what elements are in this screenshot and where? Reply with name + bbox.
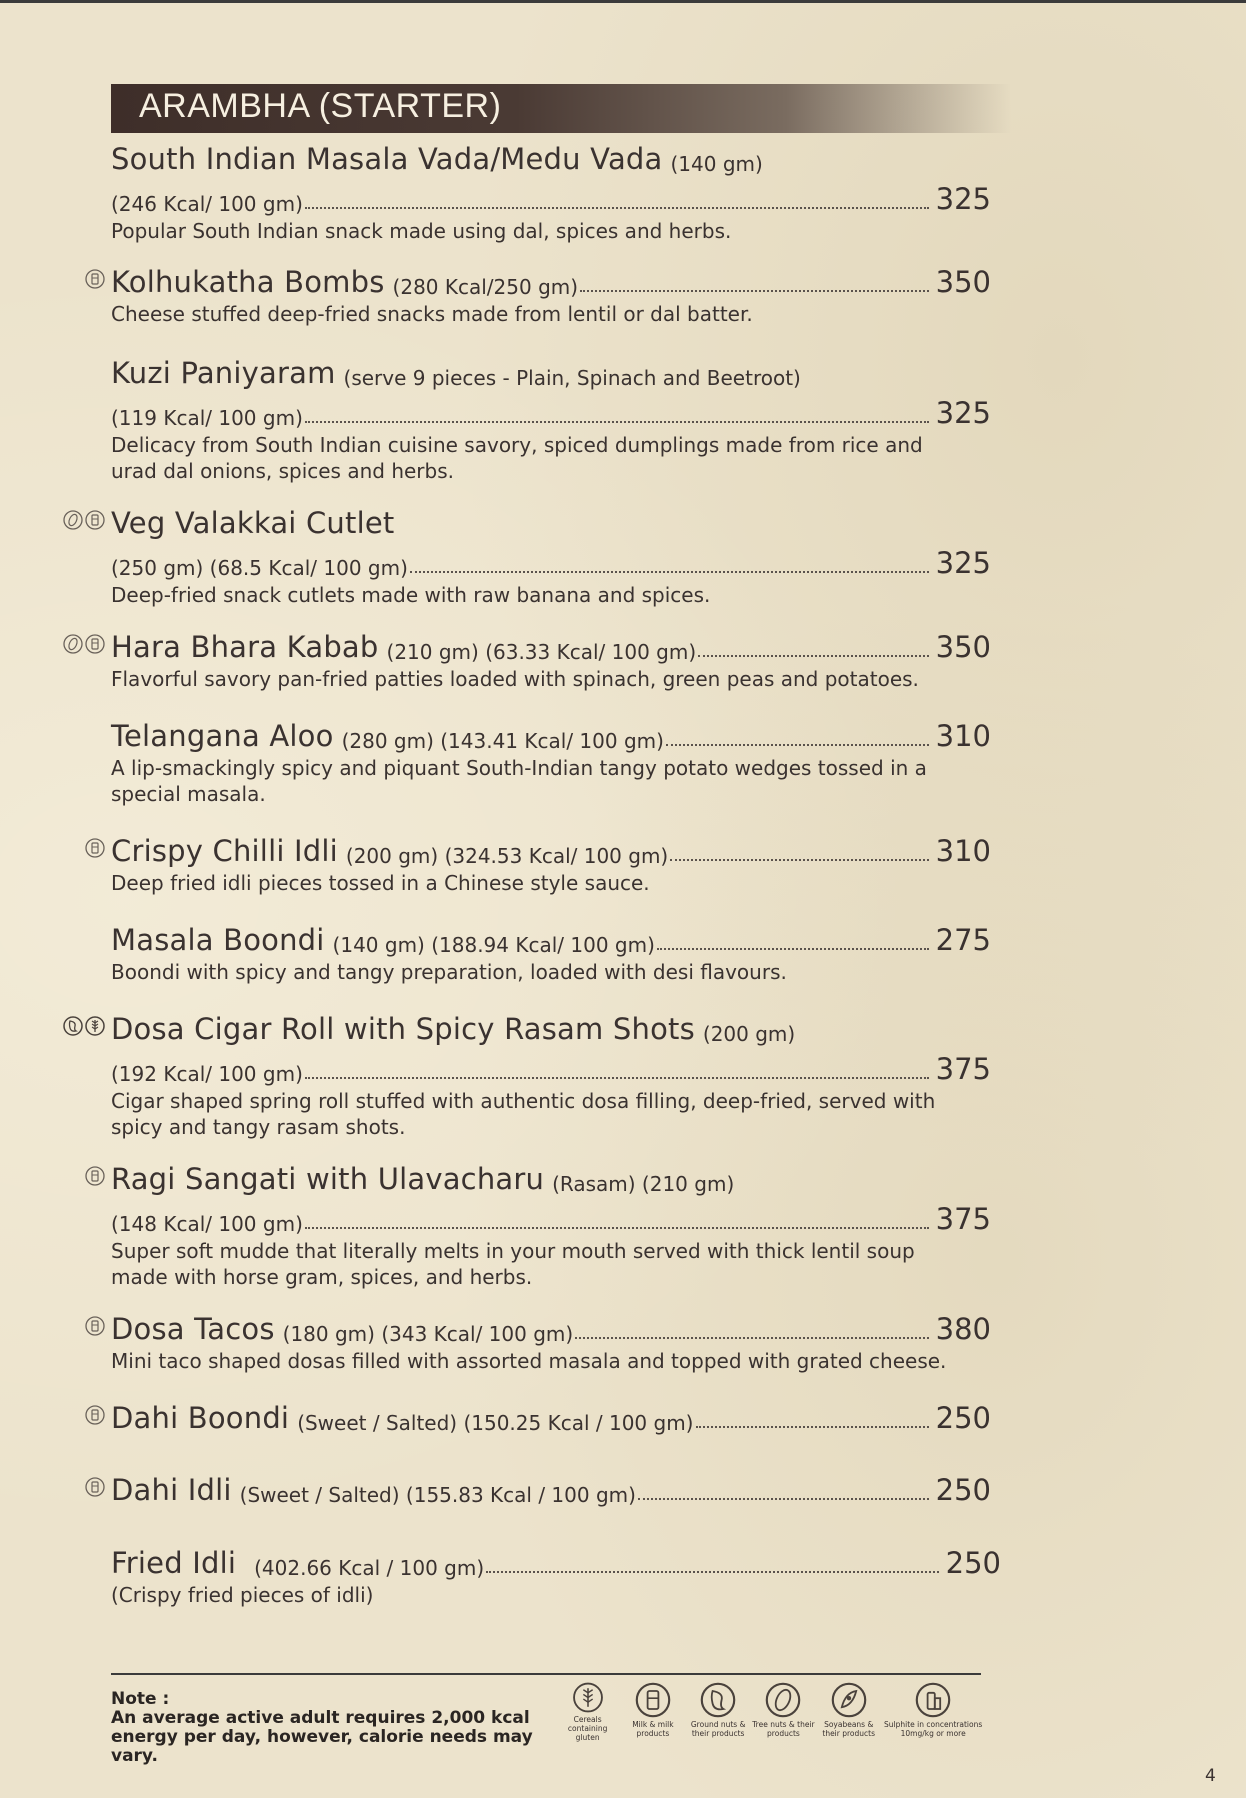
menu-item xyxy=(111,1473,991,1507)
legend-label: Tree nuts & their products xyxy=(752,1720,815,1738)
item-detail: (402.66 Kcal / 100 gm) xyxy=(254,1556,485,1580)
allergen-icons xyxy=(53,1405,105,1429)
leader-dots xyxy=(670,859,929,861)
item-detail: (200 gm) xyxy=(702,1022,796,1046)
item-description: Flavorful savory pan-fried patties loaded with spinach, green peas and potatoes. xyxy=(111,667,919,691)
item-price: 350 xyxy=(935,630,991,664)
item-detail: (serve 9 pieces - Plain, Spinach and Beetroot) xyxy=(343,366,801,390)
item-name: Masala Boondi xyxy=(111,923,325,957)
leader-dots xyxy=(696,1426,930,1428)
item-detail: (Sweet / Salted) (155.83 Kcal / 100 gm) xyxy=(239,1483,636,1507)
leader-dots xyxy=(657,948,929,950)
leader-dots xyxy=(305,421,929,423)
legend-label: Cereals containing gluten xyxy=(567,1715,608,1742)
milk-icon xyxy=(85,1405,105,1425)
cereal-icon xyxy=(570,1682,606,1713)
item-calories: (250 gm) (68.5 Kcal/ 100 gm) xyxy=(111,556,408,580)
leader-dots xyxy=(486,1571,939,1573)
top-border xyxy=(0,0,1246,3)
item-detail: (280 Kcal/250 gm) xyxy=(392,275,579,299)
item-description: Cheese stuffed deep-fried snacks made from lentil or dal batter. xyxy=(111,302,753,326)
menu-item xyxy=(111,506,991,608)
item-name: Hara Bhara Kabab xyxy=(111,630,379,664)
item-description: Cigar shaped spring roll stuffed with authentic dosa filling, deep-fried, served with spicy and tangy rasam shots. xyxy=(111,1089,936,1139)
calorie-note xyxy=(111,1690,551,1766)
leader-dots xyxy=(638,1498,929,1500)
tree-nut-icon xyxy=(63,510,83,530)
menu-item xyxy=(111,1012,991,1140)
milk-icon xyxy=(85,269,105,289)
footer-rule xyxy=(111,1673,981,1675)
allergen-icons xyxy=(53,510,105,534)
menu-item xyxy=(111,265,991,327)
item-price: 310 xyxy=(935,719,991,753)
item-calories: (119 Kcal/ 100 gm) xyxy=(111,406,303,430)
tree-nut-icon xyxy=(63,634,83,654)
item-detail: (140 gm) xyxy=(670,152,763,176)
item-detail: (140 gm) (188.94 Kcal/ 100 gm) xyxy=(332,933,655,957)
legend-item xyxy=(686,1682,751,1742)
item-description: A lip-smackingly spicy and piquant South-Indian tangy potato wedges tossed in a special masala. xyxy=(111,756,927,806)
item-description: Deep-fried snack cutlets made with raw banana and spices. xyxy=(111,583,711,607)
page-number: 4 xyxy=(1205,1766,1216,1786)
legend-item xyxy=(881,1682,985,1742)
item-description: Boondi with spicy and tangy preparation, loaded with desi flavours. xyxy=(111,960,787,984)
item-description: Popular South Indian snack made using dal, spices and herbs. xyxy=(111,219,732,243)
milk-icon xyxy=(85,634,105,654)
leader-dots xyxy=(698,655,929,657)
legend-label: Soyabeans & their products xyxy=(822,1720,875,1738)
allergen-legend xyxy=(555,1682,985,1742)
item-calories: (246 Kcal/ 100 gm) xyxy=(111,192,303,216)
note-heading: Note : xyxy=(111,1689,170,1709)
item-price: 325 xyxy=(935,546,991,580)
item-description: Deep fried idli pieces tossed in a Chinese style sauce. xyxy=(111,871,650,895)
item-description: (Crispy fried pieces of idli) xyxy=(111,1583,374,1607)
item-detail: (280 gm) (143.41 Kcal/ 100 gm) xyxy=(341,729,664,753)
item-name: South Indian Masala Vada/Medu Vada xyxy=(111,142,663,176)
allergen-icons xyxy=(53,634,105,658)
ground-nut-icon xyxy=(63,1016,83,1036)
item-price: 350 xyxy=(935,265,991,299)
legend-label: Milk & milk products xyxy=(632,1720,674,1738)
item-detail: (Sweet / Salted) (150.25 Kcal / 100 gm) xyxy=(297,1411,694,1435)
item-name: Kuzi Paniyaram xyxy=(111,356,336,390)
cereal-icon xyxy=(85,1016,105,1036)
item-price: 375 xyxy=(935,1052,991,1086)
allergen-icons xyxy=(53,269,105,293)
item-price: 275 xyxy=(935,923,991,957)
item-price: 250 xyxy=(935,1473,991,1507)
legend-item xyxy=(751,1682,816,1742)
tree-nut-icon xyxy=(765,1682,801,1718)
item-name: Crispy Chilli Idli xyxy=(111,834,338,868)
leader-dots xyxy=(410,571,929,573)
leader-dots xyxy=(575,1337,929,1339)
menu-item xyxy=(111,719,991,807)
item-name: Fried Idli xyxy=(111,1546,237,1580)
soy-icon xyxy=(831,1682,867,1718)
legend-label: Ground nuts & their products xyxy=(690,1720,746,1738)
allergen-icons xyxy=(53,838,105,862)
item-price: 325 xyxy=(935,396,991,430)
milk-icon xyxy=(85,1166,105,1186)
item-price: 310 xyxy=(935,834,991,868)
section-heading xyxy=(111,84,1011,133)
menu-item xyxy=(111,1162,991,1290)
menu-item xyxy=(111,142,991,244)
item-name: Dosa Tacos xyxy=(111,1312,275,1346)
item-name: Ragi Sangati with Ulavacharu xyxy=(111,1162,545,1196)
item-price: 250 xyxy=(945,1546,1001,1580)
legend-item xyxy=(620,1682,685,1742)
item-calories: (192 Kcal/ 100 gm) xyxy=(111,1062,303,1086)
item-detail: (Rasam) (210 gm) xyxy=(552,1172,735,1196)
menu-item xyxy=(111,834,991,896)
milk-icon xyxy=(635,1682,671,1718)
sulphite-icon xyxy=(915,1682,951,1718)
menu-item xyxy=(111,1401,991,1435)
item-description: Delicacy from South Indian cuisine savory, spiced dumplings made from rice and urad dal onions, spices and herbs. xyxy=(111,433,923,483)
leader-dots xyxy=(305,207,929,209)
item-description: Mini taco shaped dosas filled with assorted masala and topped with grated cheese. xyxy=(111,1349,947,1373)
leader-dots xyxy=(305,1227,929,1229)
leader-dots xyxy=(666,744,929,746)
menu-item xyxy=(111,923,991,985)
item-price: 325 xyxy=(935,182,991,216)
item-calories: (148 Kcal/ 100 gm) xyxy=(111,1212,303,1236)
item-price: 375 xyxy=(935,1202,991,1236)
menu-item xyxy=(111,1546,1001,1608)
section-title: ARAMBHA (STARTER) xyxy=(139,87,502,125)
legend-label: Sulphite in concentrations 10mg/kg or more xyxy=(884,1720,983,1738)
item-price: 380 xyxy=(935,1312,991,1346)
item-description: Super soft mudde that literally melts in your mouth served with thick lentil soup made with horse gram, spices, and herbs. xyxy=(111,1239,915,1289)
milk-icon xyxy=(85,510,105,530)
ground-nut-icon xyxy=(700,1682,736,1718)
item-detail: (210 gm) (63.33 Kcal/ 100 gm) xyxy=(386,640,697,664)
item-name: Telangana Aloo xyxy=(111,719,334,753)
item-name: Dahi Boondi xyxy=(111,1401,290,1435)
allergen-icons xyxy=(53,1316,105,1340)
menu-item xyxy=(111,356,991,484)
milk-icon xyxy=(85,1316,105,1336)
milk-icon xyxy=(85,1477,105,1497)
item-name: Dosa Cigar Roll with Spicy Rasam Shots xyxy=(111,1012,695,1046)
legend-item xyxy=(555,1682,620,1742)
item-detail: (200 gm) (324.53 Kcal/ 100 gm) xyxy=(345,844,669,868)
menu-item xyxy=(111,1312,991,1374)
item-detail: (180 gm) (343 Kcal/ 100 gm) xyxy=(282,1322,574,1346)
item-name: Dahi Idli xyxy=(111,1473,232,1507)
milk-icon xyxy=(85,838,105,858)
legend-item xyxy=(816,1682,881,1742)
allergen-icons xyxy=(53,1166,105,1190)
item-name: Kolhukatha Bombs xyxy=(111,265,385,299)
item-name: Veg Valakkai Cutlet xyxy=(111,506,395,540)
menu-item xyxy=(111,630,991,692)
leader-dots xyxy=(580,290,929,292)
note-text: An average active adult requires 2,000 kcal energy per day, however, calorie needs may vary. xyxy=(111,1708,533,1766)
leader-dots xyxy=(305,1077,929,1079)
allergen-icons xyxy=(53,1016,105,1040)
item-price: 250 xyxy=(935,1401,991,1435)
allergen-icons xyxy=(53,1477,105,1501)
